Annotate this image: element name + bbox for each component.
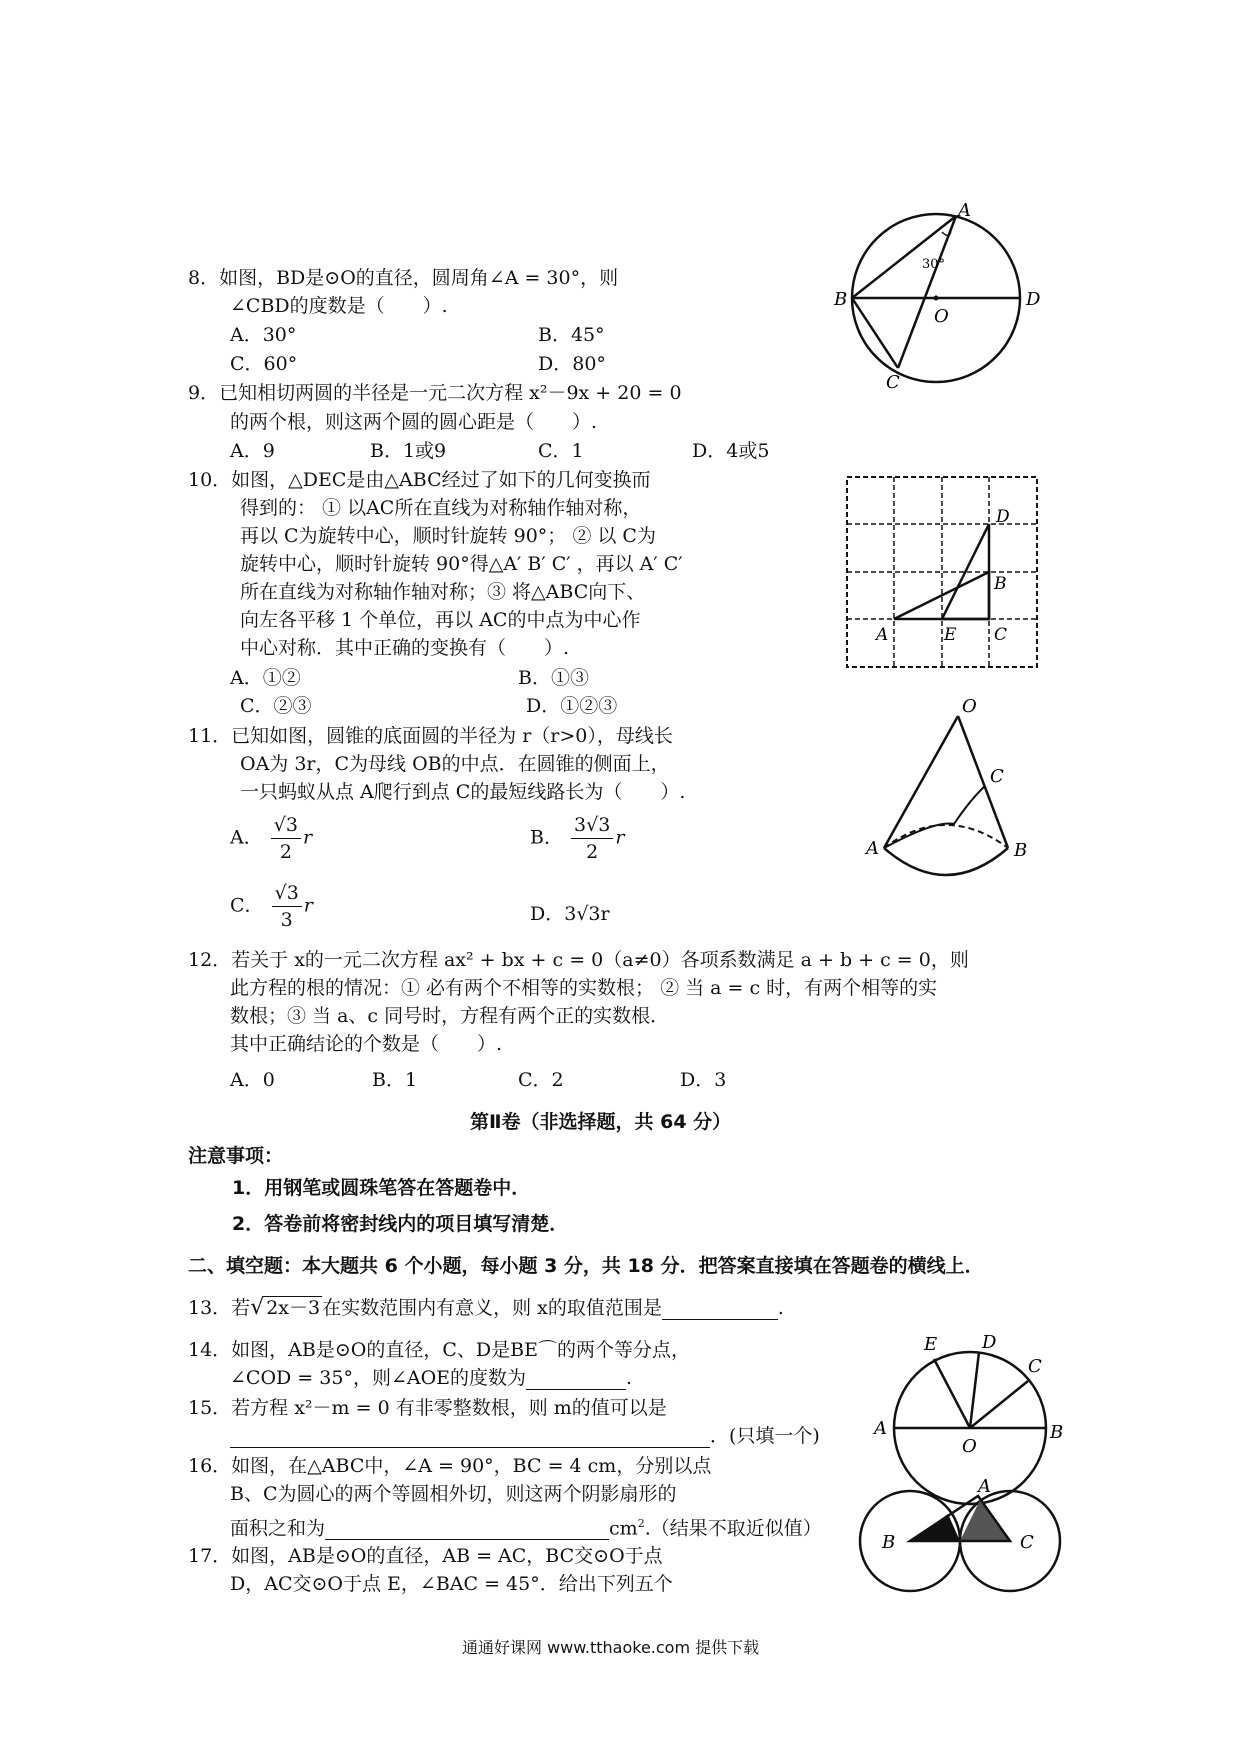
label-30-degree: 30° <box>922 257 946 272</box>
q11-option-c: C． $\frac{√3}{3}$ r <box>230 882 313 931</box>
q9-line1: 9．已知相切两圆的半径是一元二次方程 x²－9x + 20 = 0 <box>188 382 682 404</box>
q8-option-c: C．60° <box>230 353 298 375</box>
q12-option-a: A．0 <box>230 1069 275 1091</box>
label-E: E <box>924 1334 938 1355</box>
notice-item-1: 1．用钢笔或圆珠笔答在答题卷中． <box>232 1177 531 1199</box>
q16-line1: 16．如图，在△ABC中，∠A = 90°，BC = 4 cm，分别以点 <box>188 1455 712 1477</box>
q11-line2: OA为 3r，C为母线 OB的中点．在圆锥的侧面上， <box>240 753 670 775</box>
q9-option-a: A．9 <box>230 440 275 462</box>
label-D: D <box>1026 289 1041 310</box>
q12-line3: 数根；③ 当 a、c 同号时，方程有两个正的实数根． <box>230 1005 670 1027</box>
q14-line1: 14．如图，AB是⊙O的直径，C、D是BE⌒的两个等分点， <box>188 1339 690 1361</box>
figure-q10-grid <box>846 476 1042 677</box>
q8-line1: 8．如图，BD是⊙O的直径，圆周角∠A = 30°，则 <box>188 267 619 289</box>
sqrt-expression: √ 2x－3 <box>250 1295 321 1320</box>
notice-heading: 注意事项： <box>188 1145 284 1167</box>
section-2-title: 第Ⅱ卷（非选择题，共 64 分） <box>470 1111 732 1133</box>
q10-line2: 得到的： ① 以AC所在直线为对称轴作轴对称， <box>240 497 642 519</box>
label-A: A <box>958 200 971 221</box>
q11-line1: 11．已知如图，圆锥的底面圆的半径为 r（r>0），母线长 <box>188 725 673 747</box>
q10-line3: 再以 C为旋转中心，顺时针旋转 90°； ② 以 C为 <box>240 525 656 547</box>
q8-option-d: D．80° <box>538 353 606 375</box>
label-A: A <box>876 625 889 645</box>
q14-line2: ∠COD = 35°，则∠AOE的度数为 . <box>230 1367 633 1389</box>
q9-option-d: D．4或5 <box>692 440 770 462</box>
q11-option-a: A． $\frac{√3}{2}$ r <box>230 814 313 863</box>
q15-line2: ．(只填一个) <box>230 1424 820 1448</box>
label-E: E <box>944 625 957 645</box>
label-C: C <box>990 766 1004 787</box>
label-O: O <box>962 696 977 717</box>
q10-line1: 10．如图，△DEC是由△ABC经过了如下的几何变换而 <box>188 469 651 491</box>
q13: 13．若√ 2x－3 在实数范围内有意义，则 x的取值范围是 . <box>188 1295 784 1320</box>
label-C: C <box>1020 1532 1034 1553</box>
q17-line1: 17．如图，AB是⊙O的直径，AB = AC，BC交⊙O于点 <box>188 1545 663 1567</box>
q8-option-b: B．45° <box>538 324 605 346</box>
answer-blank[interactable] <box>325 1519 609 1540</box>
label-B: B <box>1014 840 1028 861</box>
q10-option-b: B．①③ <box>518 667 589 689</box>
q17-line2: D，AC交⊙O于点 E，∠BAC = 45°．给出下列五个 <box>230 1573 673 1595</box>
q12-option-b: B．1 <box>372 1069 418 1091</box>
q11-option-d: D．3√3r <box>530 903 610 925</box>
q12-line4: 其中正确结论的个数是（ ）. <box>230 1033 503 1055</box>
q12-line1: 12．若关于 x的一元二次方程 ax² + bx + c = 0（a≠0）各项系数满足 a + b + c = 0，则 <box>188 949 969 971</box>
q12-option-d: D．3 <box>680 1069 727 1091</box>
q16-line2: B、C为圆心的两个等圆相外切，则这两个阴影扇形的 <box>230 1483 677 1505</box>
answer-blank[interactable] <box>662 1299 778 1320</box>
label-B: B <box>882 1532 896 1553</box>
label-B: B <box>834 289 848 310</box>
label-C: C <box>886 372 900 393</box>
label-O: O <box>934 306 949 327</box>
label-B: B <box>994 574 1007 594</box>
label-D: D <box>982 1332 997 1353</box>
label-C: C <box>1028 1356 1042 1377</box>
q9-option-c: C．1 <box>538 440 584 462</box>
q8-option-a: A．30° <box>230 324 297 346</box>
q9-option-b: B．1或9 <box>370 440 447 462</box>
fill-blank-heading: 二、填空题：本大题共 6 个小题，每小题 3 分，共 18 分．把答案直接填在答题卷的横线上． <box>188 1255 984 1277</box>
notice-item-2: 2．答卷前将密封线内的项目填写清楚． <box>232 1213 569 1235</box>
q8-line2: ∠CBD的度数是（ ）. <box>230 295 448 317</box>
q10-line5: 所在直线为对称轴作轴对称；③ 将△ABC向下、 <box>240 581 646 603</box>
q12-option-c: C．2 <box>518 1069 564 1091</box>
figure-q16-two-circles <box>860 1476 1050 1605</box>
label-O: O <box>962 1436 977 1457</box>
figure-q8-circle <box>834 200 1041 397</box>
fraction: $\frac{3√3}{2}$ <box>571 812 613 865</box>
answer-blank[interactable] <box>230 1427 710 1448</box>
label-A: A <box>866 838 879 859</box>
fraction: $\frac{√3}{2}$ <box>271 812 301 865</box>
q15-line1: 15．若方程 x²－m = 0 有非零整数根，则 m的值可以是 <box>188 1397 667 1419</box>
q10-option-c: C．②③ <box>240 695 312 717</box>
figure-q11-cone <box>866 696 1046 877</box>
q16-line3: 面积之和为 $cm^2$.（结果不取近似值） <box>230 1517 822 1540</box>
label-D: D <box>996 507 1010 527</box>
q10-line4: 旋转中心，顺时针旋转 90°得△A′ B′ C′ ，再以 A′ C′ <box>240 553 683 575</box>
q11-line3: 一只蚂蚁从点 A爬行到点 C的最短线路长为（ ）. <box>240 781 686 803</box>
q12-line2: 此方程的根的情况：① 必有两个不相等的实数根； ② 当 a = c 时，有两个相等的实 <box>230 977 938 999</box>
label-A: A <box>978 1476 991 1497</box>
q11-option-b: B． $\frac{3√3}{2}$ r <box>530 814 625 863</box>
q10-line6: 向左各平移 1 个单位，再以 AC的中点为中心作 <box>240 609 641 631</box>
q9-line2: 的两个根，则这两个圆的圆心距是（ ）. <box>230 411 598 433</box>
label-A: A <box>874 1418 887 1439</box>
label-B: B <box>1050 1422 1064 1443</box>
footer-credit: 通通好课网 www.tthaoke.com 提供下载 <box>462 1638 760 1657</box>
q10-option-a: A．①② <box>230 667 301 689</box>
q10-option-d: D．①②③ <box>526 695 618 717</box>
label-C: C <box>994 625 1008 645</box>
q10-line7: 中心对称．其中正确的变换有（ ）. <box>240 637 570 659</box>
fraction: $\frac{√3}{3}$ <box>272 880 302 933</box>
answer-blank[interactable] <box>526 1369 626 1390</box>
